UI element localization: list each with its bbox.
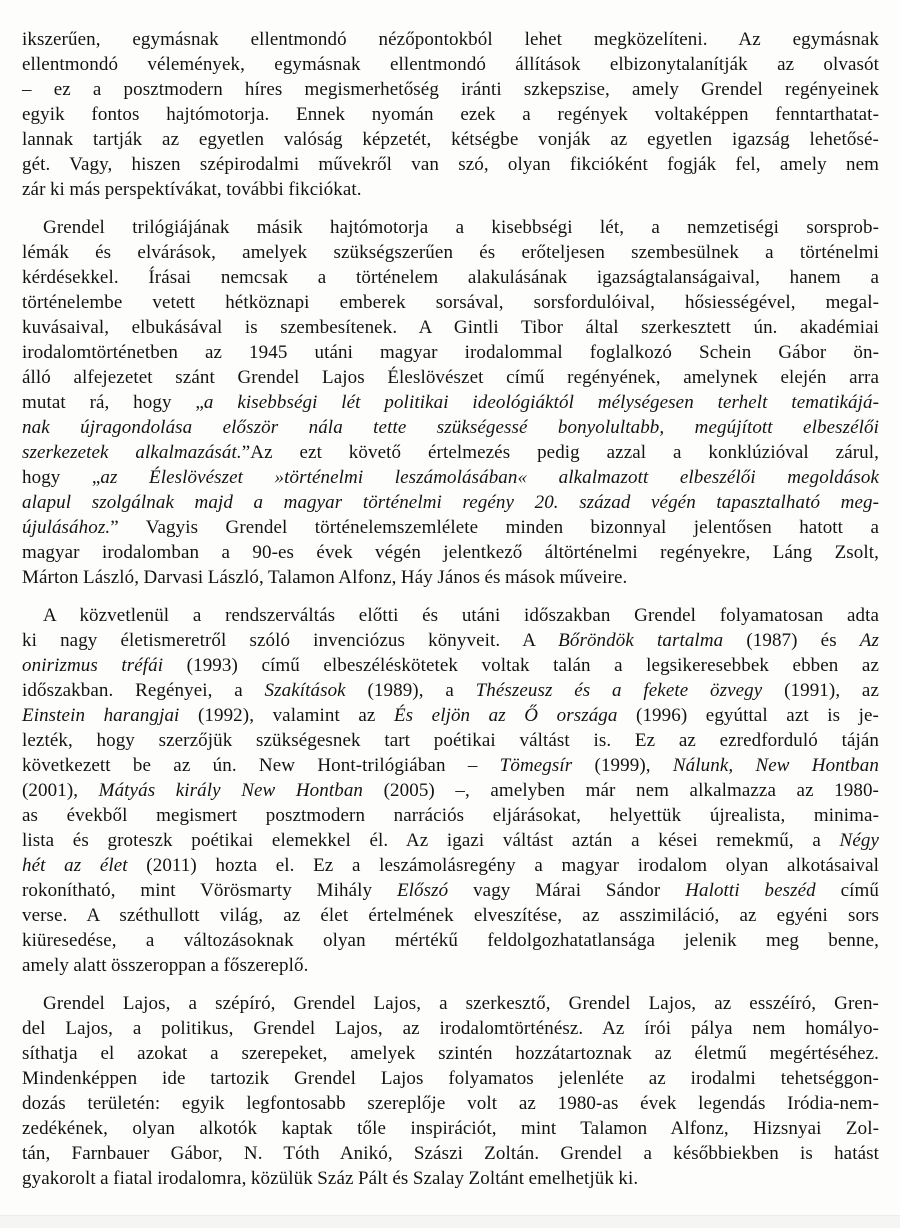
text-segment: ” Vagyis Grendel történelemszemlélete minden bizonnyal jelentősen hatott a (110, 517, 879, 538)
text-segment: időszakban. Regényei, a (22, 680, 265, 701)
italic-text-segment: Négy (839, 830, 879, 851)
text-segment: következett be az ún. New Hont-trilógiában – (22, 755, 500, 776)
text-line (22, 490, 879, 515)
text-segment: tán, Farnbauer Gábor, N. Tóth Anikó, Szászi Zoltán. Grendel a későbbiekben is hatást (22, 1143, 879, 1164)
text-segment: (1996) egyúttal azt is je- (617, 705, 879, 726)
text-line (22, 828, 879, 853)
text-line (22, 991, 879, 1016)
italic-text-segment: nak újragondolása először nála tette szükségessé bonyolultabb, megújított elbeszélői (22, 417, 879, 438)
text-line (22, 1066, 879, 1091)
text-line (22, 565, 879, 590)
text-line (22, 903, 879, 928)
italic-text-segment: Mátyás király New Hontban (98, 780, 364, 801)
text-line (22, 152, 879, 177)
italic-text-segment: Halotti beszéd (685, 880, 816, 901)
italic-text-segment: Thészeusz és a fekete özvegy (475, 680, 763, 701)
text-line (22, 928, 879, 953)
italic-text-segment: hét az élet (22, 855, 128, 876)
text-line (22, 515, 879, 540)
text-line (22, 878, 879, 903)
text-line (22, 340, 879, 365)
text-segment: amely alatt összeroppan a főszereplő. (22, 955, 309, 976)
text-segment: gét. Vagy, hiszen szépirodalmi művekről van szó, olyan fikcióként fogják fel, amely nem (22, 154, 879, 175)
text-line (22, 365, 879, 390)
text-segment: (1993) című elbeszéléskötetek voltak talán a legsikeresebbek ebben az (163, 655, 879, 676)
text-segment: (1989), a (345, 680, 476, 701)
text-segment: mutat rá, hogy „ (22, 392, 204, 413)
text-line (22, 265, 879, 290)
text-segment: del Lajos, a politikus, Grendel Lajos, az irodalomtörténész. Az írói pálya nem homályo- (22, 1018, 879, 1039)
text-segment: című (815, 880, 879, 901)
text-line (22, 1116, 879, 1141)
text-segment: gyakorolt a fiatal irodalomra, közülük Száz Pált és Szalay Zoltánt emelhetjük ki. (22, 1168, 639, 1189)
text-line (22, 1041, 879, 1066)
text-segment: Márton László, Darvasi László, Talamon Alfonz, Háy János és mások műveire. (22, 567, 628, 588)
text-segment: álló alfejezetet szánt Grendel Lajos Éleslövészet című regényének, amelynek elején arra (22, 367, 879, 388)
text-segment: (1987) és (723, 630, 860, 651)
italic-text-segment: szerkezetek alkalmazását. (22, 442, 242, 463)
text-line (22, 653, 879, 678)
text-segment: A közvetlenül a rendszerváltás előtti és utáni időszakban Grendel folyamatosan adta (43, 605, 879, 626)
text-segment: zedékének, olyan alkotók kaptak tőle inspirációt, mint Talamon Alfonz, Hizsnyai Zol- (22, 1118, 879, 1139)
text-line (22, 315, 879, 340)
text-segment: irodalomtörténetben az 1945 utáni magyar irodalommal foglalkozó Schein Gábor ön- (22, 342, 879, 363)
text-line (22, 27, 879, 52)
text-line (22, 127, 879, 152)
text-segment: rokonítható, mint Vörösmarty Mihály (22, 880, 397, 901)
text-line (22, 678, 879, 703)
italic-text-segment: Előszó (396, 880, 449, 901)
text-segment: Grendel trilógiájának másik hajtómotorja a kisebbségi lét, a nemzetiségi sorsprob- (43, 217, 879, 238)
text-segment: történelembe vetett hétköznapi emberek sorsával, sorsfordulóival, hősiességével, megal- (22, 292, 879, 313)
text-segment: (2001), (22, 780, 99, 801)
text-segment: hogy „ (22, 467, 101, 488)
text-column (22, 27, 879, 1191)
paragraph (22, 603, 879, 978)
text-segment: as évekből megismert posztmodern narrációs eljárásokat, helyettük újrealista, minima- (22, 805, 879, 826)
text-segment: zár ki más perspektívákat, további fikciókat. (22, 179, 362, 200)
text-segment: lezték, hogy szerzőjük szükségesnek tart poétikai váltást is. Ez az ezredforduló táján (22, 730, 879, 751)
text-line (22, 803, 879, 828)
text-segment: ki nagy életismeretről szóló invenciózus könyveit. A (22, 630, 559, 651)
italic-text-segment: onirizmus tréfái (22, 655, 164, 676)
paragraph (22, 991, 879, 1191)
text-segment: – ez a posztmodern híres megismerhetőség iránti szkepszise, amely Grendel regényeinek (22, 79, 879, 100)
text-line (22, 603, 879, 628)
italic-text-segment: újulásához. (22, 517, 111, 538)
text-segment: ”Az ezt követő értelmezés pedig azzal a konklúzióval zárul, (241, 442, 879, 463)
text-line (22, 1141, 879, 1166)
text-segment: (1992), valamint az (179, 705, 394, 726)
text-line (22, 177, 879, 202)
text-line (22, 1166, 879, 1191)
text-line (22, 778, 879, 803)
italic-text-segment: És eljön az Ő országa (393, 705, 618, 726)
text-segment: vagy Márai Sándor (448, 880, 686, 901)
paragraph (22, 215, 879, 590)
italic-text-segment: a kisebbségi lét politikai ideológiáktól mélységesen terhelt tematikájá- (203, 392, 879, 413)
text-line (22, 628, 879, 653)
text-line (22, 52, 879, 77)
text-segment: (1991), az (762, 680, 879, 701)
page-bottom-scan-edge (0, 1215, 900, 1228)
text-line (22, 77, 879, 102)
text-segment: kuvásaival, elbukásával is szembesítenek. A Gintli Tibor által szerkesztett ún. akadémiai (22, 317, 879, 338)
text-line (22, 703, 879, 728)
text-line (22, 390, 879, 415)
text-line (22, 240, 879, 265)
text-line (22, 728, 879, 753)
paragraph (22, 27, 879, 202)
text-line (22, 465, 879, 490)
text-line (22, 853, 879, 878)
text-line (22, 440, 879, 465)
italic-text-segment: alapul szolgálnak majd a magyar történelmi regény 20. század végén tapasztalható meg- (22, 492, 879, 513)
text-line (22, 953, 879, 978)
text-segment: kérdésekkel. Írásai nemcsak a történelem alakulásának igazságtalanságaival, hanem a (22, 267, 879, 288)
text-line (22, 1091, 879, 1116)
text-segment: ikszerűen, egymásnak ellentmondó nézőpontokból lehet megközelíteni. Az egymásnak (22, 29, 879, 50)
text-segment: verse. A széthullott világ, az élet értelmének elveszítése, az asszimiláció, az egyéni sors (22, 905, 879, 926)
text-segment: lista és groteszk poétikai elemekkel él. Az igazi váltást aztán a kései remekmű, a (22, 830, 840, 851)
text-line (22, 215, 879, 240)
italic-text-segment: Einstein harangjai (22, 705, 180, 726)
text-line (22, 1016, 879, 1041)
text-segment: lémák és elvárások, amelyek szükségszerűen és erőteljesen szembesülnek a történelmi (22, 242, 879, 263)
text-segment: magyar irodalomban a 90-es évek végén jelentkező áltörténelmi regényekre, Láng Zsolt, (22, 542, 879, 563)
italic-text-segment: az Éleslövészet »történelmi leszámolásában« alkalmazott elbeszélői megoldások (100, 467, 879, 488)
italic-text-segment: Tömegsír (499, 755, 573, 776)
text-segment: kiüresedése, a változásoknak olyan mértékű feldolgozhatatlansága jelenik meg benne, (22, 930, 879, 951)
text-segment: lannak tartják az egyetlen valóság képzetét, kétségbe vonják az egyetlen igazság lehetősé- (22, 129, 879, 150)
text-segment: (1999), (572, 755, 673, 776)
text-line (22, 415, 879, 440)
text-segment: ellentmondó vélemények, egymásnak ellentmondó állítások elbizonytalanítják az olvasót (22, 54, 879, 75)
text-segment: síthatja el azokat a szerepeket, amelyek szintén hozzátartoznak az életmű megértéséhez. (22, 1043, 879, 1064)
text-segment: (2011) hozta el. Ez a leszámolásregény a magyar irodalom olyan alkotásaival (127, 855, 879, 876)
text-line (22, 290, 879, 315)
text-line (22, 102, 879, 127)
italic-text-segment: Bőröndök tartalma (558, 630, 724, 651)
text-segment: egyik fontos hajtómotorja. Ennek nyomán ezek a regények voltaképpen fenntarthatat- (22, 104, 879, 125)
text-line (22, 753, 879, 778)
italic-text-segment: Az (859, 630, 879, 651)
italic-text-segment: Nálunk, New Hontban (672, 755, 879, 776)
text-segment: (2005) –, amelyben már nem alkalmazza az 1980- (363, 780, 879, 801)
italic-text-segment: Szakítások (264, 680, 346, 701)
text-line (22, 540, 879, 565)
text-segment: Grendel Lajos, a szépíró, Grendel Lajos, a szerkesztő, Grendel Lajos, az esszéíró, Gren- (43, 993, 879, 1014)
text-segment: Mindenképpen ide tartozik Grendel Lajos folyamatos jelenléte az irodalmi tehetséggon- (22, 1068, 879, 1089)
text-segment: dozás területén: egyik legfontosabb szereplője volt az 1980-as évek legendás Iródia-nem- (22, 1093, 879, 1114)
